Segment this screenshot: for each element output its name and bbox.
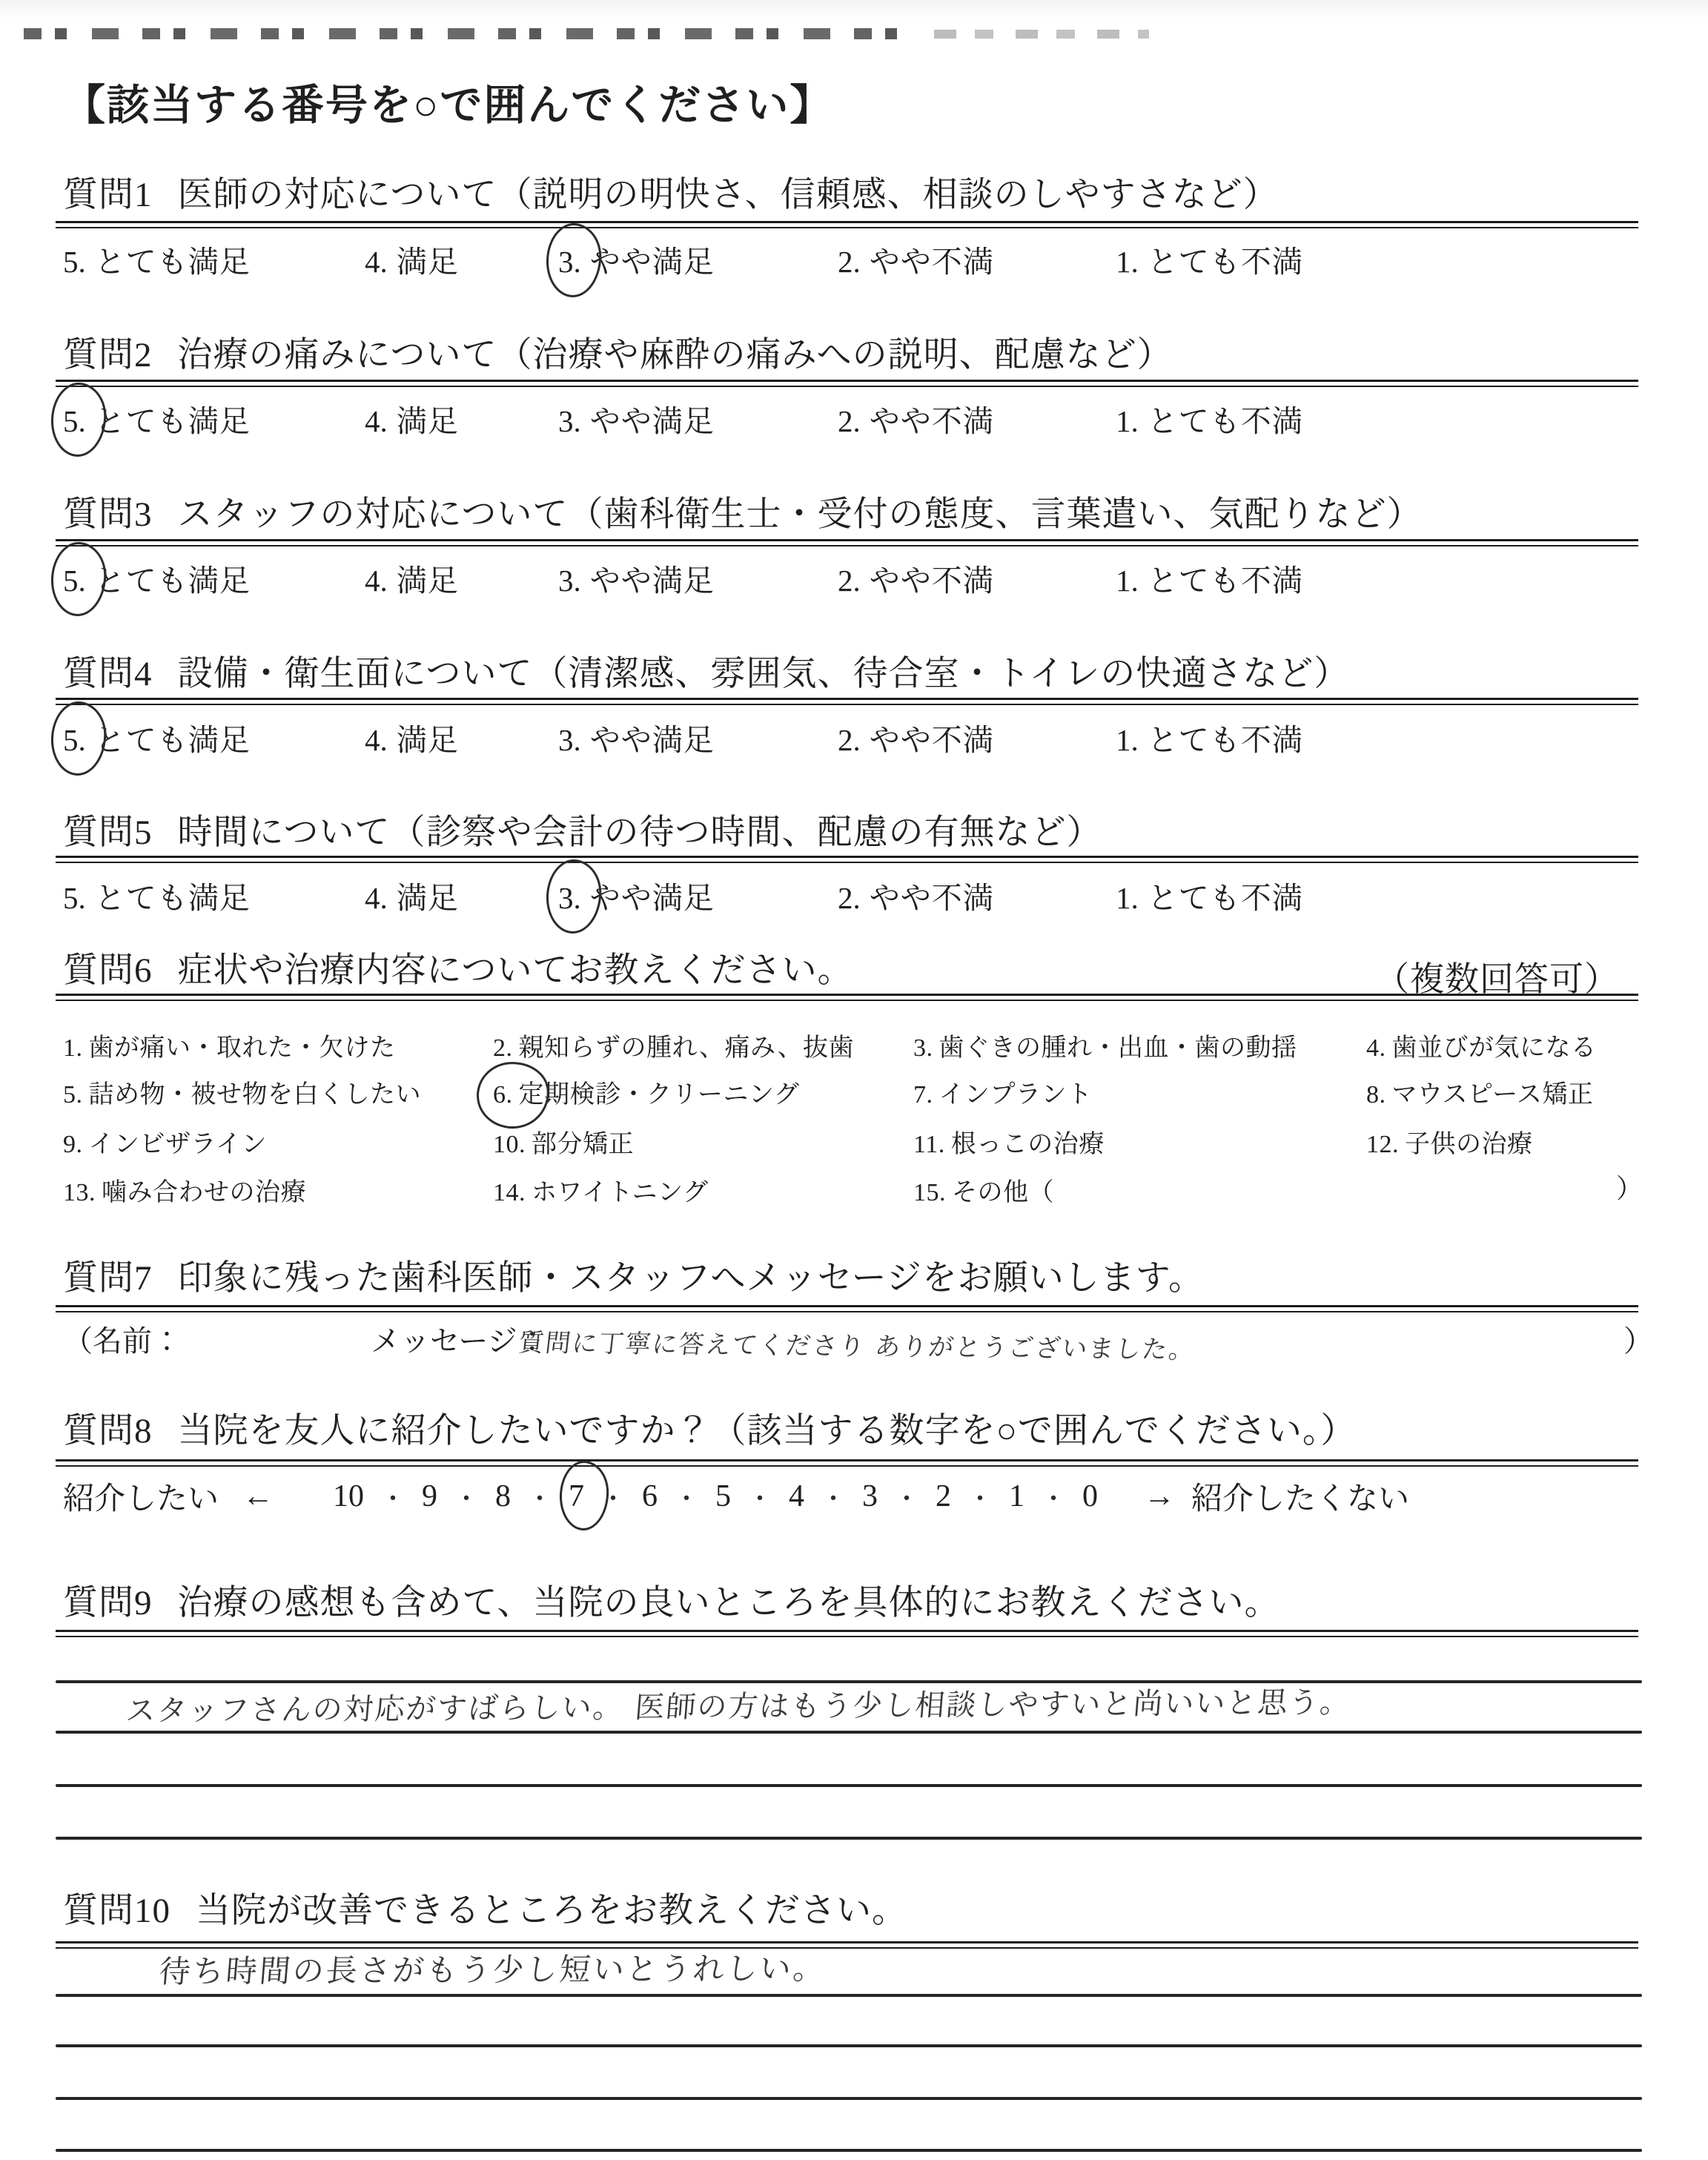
- dot-separator: ・: [454, 1485, 480, 1513]
- name-field-label: （名前：: [63, 1324, 182, 1358]
- dot-separator: ・: [674, 1485, 700, 1513]
- option-number: 2.: [838, 723, 861, 757]
- item-number: 4.: [1366, 1034, 1386, 1062]
- option-4: [365, 556, 459, 600]
- question1-title: 医師の対応について（説明の明快さ、信頼感、相談のしやすさなど）: [177, 176, 1279, 214]
- scale-number-2: 2: [936, 1479, 952, 1513]
- symptom-item-14: [493, 1172, 708, 1208]
- option-4: [365, 397, 459, 440]
- option-label: 満足: [396, 245, 459, 279]
- option-5: [63, 237, 251, 281]
- symptom-item-3: [913, 1027, 1297, 1063]
- question7-handwritten-message: 質問に丁寧に答えてくださり ありがとうございました。: [517, 1328, 1197, 1365]
- item-number: 13.: [63, 1179, 96, 1206]
- question1-underline: [56, 221, 1638, 228]
- message-field-label: メッセージ：: [371, 1324, 547, 1358]
- dot-separator: ・: [967, 1485, 993, 1513]
- symptom-item-12: [1366, 1123, 1533, 1160]
- question1-heading: [63, 175, 1279, 215]
- question4-underline: [56, 698, 1638, 705]
- symptom-item-11: [913, 1123, 1105, 1160]
- option-number: 5.: [63, 564, 86, 598]
- item-label: 詰め物・被せ物を白くしたい: [88, 1081, 421, 1109]
- item-label: インプラント: [939, 1081, 1093, 1109]
- option-label: とても不満: [1147, 723, 1303, 757]
- question7-heading: [63, 1258, 1204, 1298]
- option-1: [1116, 397, 1303, 440]
- option-3: [558, 716, 715, 759]
- scan-artifact-top-right: [934, 30, 1149, 39]
- option-label: やや不満: [869, 245, 994, 279]
- option-label: やや不満: [869, 404, 994, 438]
- option-number: 4.: [365, 564, 388, 598]
- item-label: 親知らずの腫れ、痛み、抜歯: [518, 1034, 855, 1062]
- option-number: 1.: [1116, 564, 1139, 598]
- option-label: とても不満: [1147, 245, 1303, 279]
- question2-options-row: [63, 397, 1649, 438]
- other-closing-paren: ）: [1616, 1174, 1644, 1203]
- option-number: 3.: [558, 723, 581, 757]
- question2-heading: [63, 335, 1173, 375]
- scale-number-1: 1: [1009, 1479, 1025, 1513]
- symptom-item-1: [63, 1027, 396, 1063]
- option-number: 5.: [63, 404, 86, 438]
- item-number: 9.: [63, 1131, 83, 1158]
- question1-number: 質問1: [63, 176, 153, 214]
- option-number: 2.: [838, 564, 861, 598]
- question1-options-row: [63, 237, 1649, 279]
- option-number: 2.: [838, 881, 861, 915]
- question4-number: 質問4: [63, 655, 153, 693]
- dot-separator: ・: [380, 1485, 406, 1513]
- option-label: 満足: [396, 404, 459, 438]
- option-1: [1116, 873, 1303, 917]
- option-number: 5.: [63, 245, 86, 279]
- answer-line: [56, 2097, 1642, 2100]
- question7-number: 質問7: [63, 1259, 153, 1298]
- option-2: [838, 397, 994, 440]
- question4-options-row: [63, 716, 1649, 757]
- answer-line: [56, 2044, 1642, 2047]
- symptom-item-2: [493, 1027, 854, 1063]
- option-number: 5.: [63, 881, 86, 915]
- dot-separator: ・: [1041, 1485, 1067, 1513]
- scale-number-8: 8: [495, 1479, 512, 1513]
- question9-underline: [56, 1630, 1638, 1637]
- dot-separator: ・: [747, 1485, 773, 1513]
- option-label: やや満足: [589, 564, 715, 598]
- answer-line: [56, 1784, 1642, 1787]
- option-3: [558, 873, 715, 917]
- option-label: とても満足: [94, 245, 251, 279]
- option-number: 3.: [558, 881, 581, 915]
- scale-number-6: 6: [642, 1479, 658, 1513]
- option-number: 3.: [558, 245, 581, 279]
- question7-underline: [56, 1305, 1638, 1312]
- option-3: [558, 237, 715, 281]
- question10-number: 質問10: [63, 1892, 171, 1930]
- option-label: やや不満: [869, 564, 994, 598]
- question2-underline: [56, 380, 1638, 387]
- question8-title: 当院を友人に紹介したいですか？（該当する数字を○で囲んでください。）: [177, 1412, 1357, 1450]
- item-label: 歯並びが気になる: [1391, 1034, 1597, 1062]
- option-2: [838, 716, 994, 759]
- option-5: [63, 556, 251, 600]
- item-label: 噛み合わせの治療: [102, 1179, 306, 1206]
- option-label: やや不満: [869, 723, 994, 757]
- page-title: 【該当する番号を○で囲んでください】: [63, 82, 834, 129]
- item-number: 8.: [1366, 1081, 1386, 1109]
- option-3: [558, 556, 715, 600]
- question5-underline: [56, 856, 1638, 863]
- symptom-item-15: [913, 1172, 1054, 1208]
- question4-heading: [63, 654, 1349, 694]
- option-label: とても不満: [1147, 564, 1303, 598]
- question5-heading: [63, 813, 1102, 853]
- item-label: ホワイトニング: [532, 1179, 709, 1206]
- question5-title: 時間について（診察や会計の待つ時間、配慮の有無など）: [177, 813, 1102, 852]
- option-number: 1.: [1116, 404, 1139, 438]
- question3-title: スタッフの対応について（歯科衛生士・受付の態度、言葉遣い、気配りなど）: [177, 495, 1423, 534]
- question3-heading: [63, 495, 1423, 535]
- dot-separator: ・: [600, 1485, 626, 1513]
- question5-number: 質問5: [63, 813, 153, 852]
- item-label: 子供の治療: [1405, 1131, 1533, 1158]
- option-4: [365, 237, 459, 281]
- option-label: とても満足: [94, 881, 251, 915]
- option-label: とても不満: [1147, 404, 1303, 438]
- question3-options-row: [63, 556, 1649, 598]
- question6-number: 質問6: [63, 951, 153, 990]
- option-label: 満足: [396, 723, 459, 757]
- option-label: とても満足: [94, 564, 251, 598]
- question6-heading: [63, 951, 853, 991]
- option-label: やや不満: [869, 881, 994, 915]
- question3-number: 質問3: [63, 495, 153, 534]
- question9-number: 質問9: [63, 1584, 153, 1622]
- item-number: 15.: [913, 1179, 946, 1206]
- item-label: 定期検診・クリーニング: [518, 1081, 800, 1109]
- option-2: [838, 873, 994, 917]
- recommend-scale-row: [63, 1474, 1409, 1519]
- symptom-item-7: [913, 1074, 1093, 1110]
- scale-number-4: 4: [789, 1479, 805, 1513]
- option-number: 1.: [1116, 723, 1139, 757]
- question9-heading: [63, 1583, 1280, 1623]
- question10-heading: [63, 1891, 907, 1931]
- option-number: 3.: [558, 404, 581, 438]
- question9-handwritten-answer: スタッフさんの対応がすばらしい。 医師の方はもう少し相談しやすいと尚いいと思う。: [124, 1685, 1353, 1728]
- option-number: 4.: [365, 404, 388, 438]
- item-label: マウスピース矯正: [1391, 1081, 1594, 1109]
- question4-title: 設備・衛生面について（清潔感、雰囲気、待合室・トイレの快適さなど）: [177, 655, 1350, 693]
- option-label: やや満足: [589, 881, 715, 915]
- option-number: 4.: [365, 245, 388, 279]
- option-number: 5.: [63, 723, 86, 757]
- symptom-item-13: [63, 1172, 306, 1208]
- item-label: 部分矯正: [532, 1131, 634, 1158]
- option-1: [1116, 237, 1303, 281]
- item-number: 10.: [493, 1131, 526, 1158]
- item-number: 7.: [913, 1081, 933, 1109]
- question8-underline: [56, 1459, 1638, 1467]
- option-label: やや満足: [589, 404, 715, 438]
- item-number: 3.: [913, 1034, 933, 1062]
- question5-options-row: [63, 873, 1649, 915]
- option-number: 4.: [365, 723, 388, 757]
- option-number: 2.: [838, 404, 861, 438]
- scan-artifact-top: [24, 28, 921, 39]
- answer-line: [56, 1837, 1642, 1840]
- dot-separator: ・: [894, 1485, 920, 1513]
- option-number: 3.: [558, 564, 581, 598]
- item-label: 歯ぐきの腫れ・出血・歯の動揺: [939, 1034, 1297, 1062]
- symptom-item-8: [1366, 1074, 1593, 1110]
- option-4: [365, 716, 459, 759]
- option-label: とても不満: [1147, 881, 1303, 915]
- question2-number: 質問2: [63, 336, 153, 374]
- item-label: その他（: [952, 1179, 1054, 1206]
- option-2: [838, 237, 994, 281]
- answer-line: [56, 1731, 1642, 1734]
- question6-underline: [56, 994, 1638, 1001]
- dot-separator: ・: [527, 1485, 553, 1513]
- question7-title: 印象に残った歯科医師・スタッフへメッセージをお願いします。: [177, 1259, 1204, 1298]
- option-1: [1116, 716, 1303, 759]
- item-number: 5.: [63, 1081, 83, 1109]
- symptom-item-5: [63, 1074, 421, 1110]
- scale-number-5: 5: [715, 1479, 732, 1513]
- right-arrow-icon: →: [1144, 1479, 1176, 1513]
- option-label: 満足: [396, 564, 459, 598]
- option-5: [63, 716, 251, 759]
- question10-handwritten-answer: 待ち時間の長さがもう少し短いとうれしい。: [157, 1949, 828, 1990]
- item-label: 根っこの治療: [950, 1131, 1105, 1158]
- answer-line: [56, 1994, 1642, 1997]
- option-label: やや満足: [589, 245, 715, 279]
- item-number: 14.: [493, 1179, 526, 1206]
- question3-underline: [56, 539, 1638, 546]
- option-label: とても満足: [94, 723, 251, 757]
- option-label: やや満足: [589, 723, 715, 757]
- option-number: 1.: [1116, 881, 1139, 915]
- scale-number-3: 3: [862, 1479, 878, 1513]
- item-number: 12.: [1366, 1131, 1399, 1158]
- item-label: 歯が痛い・取れた・欠けた: [88, 1034, 396, 1062]
- option-4: [365, 873, 459, 917]
- question6-title: 症状や治療内容についてお教えください。: [177, 951, 853, 990]
- scale-number-7: 7: [569, 1479, 585, 1513]
- scale-number-9: 9: [422, 1479, 438, 1513]
- option-number: 2.: [838, 245, 861, 279]
- question8-number: 質問8: [63, 1412, 153, 1450]
- closing-paren: ）: [1623, 1324, 1653, 1358]
- symptom-item-9: [63, 1123, 267, 1160]
- question6-items-grid: [63, 1027, 1649, 1220]
- option-1: [1116, 556, 1303, 600]
- option-5: [63, 397, 251, 440]
- option-number: 4.: [365, 881, 388, 915]
- symptom-item-4: [1366, 1027, 1597, 1063]
- question8-heading: [63, 1411, 1356, 1451]
- symptom-item-10: [493, 1123, 634, 1160]
- dot-separator: ・: [821, 1485, 847, 1513]
- scale-number-0: 0: [1082, 1479, 1099, 1513]
- symptom-item-6: [493, 1074, 799, 1110]
- option-3: [558, 397, 715, 440]
- item-number: 6.: [493, 1081, 513, 1109]
- option-2: [838, 556, 994, 600]
- option-5: [63, 873, 251, 917]
- option-number: 1.: [1116, 245, 1139, 279]
- answer-line: [56, 2149, 1642, 2152]
- item-label: インビザライン: [88, 1131, 267, 1158]
- item-number: 2.: [493, 1034, 513, 1062]
- scale-left-label: 紹介したい: [63, 1482, 219, 1516]
- item-number: 11.: [913, 1131, 945, 1158]
- option-label: とても満足: [94, 404, 251, 438]
- question10-title: 当院が改善できるところをお教えください。: [196, 1892, 907, 1930]
- scale-right-label: 紹介したくない: [1191, 1482, 1410, 1516]
- question9-title: 治療の感想も含めて、当院の良いところを具体的にお教えください。: [177, 1584, 1280, 1622]
- multiple-answers-note: （複数回答可）: [1375, 960, 1619, 998]
- item-number: 1.: [63, 1034, 83, 1062]
- left-arrow-icon: ←: [242, 1479, 274, 1513]
- scale-number-10: 10: [333, 1479, 365, 1513]
- question2-title: 治療の痛みについて（治療や麻酔の痛みへの説明、配慮など）: [177, 336, 1173, 374]
- option-label: 満足: [396, 881, 459, 915]
